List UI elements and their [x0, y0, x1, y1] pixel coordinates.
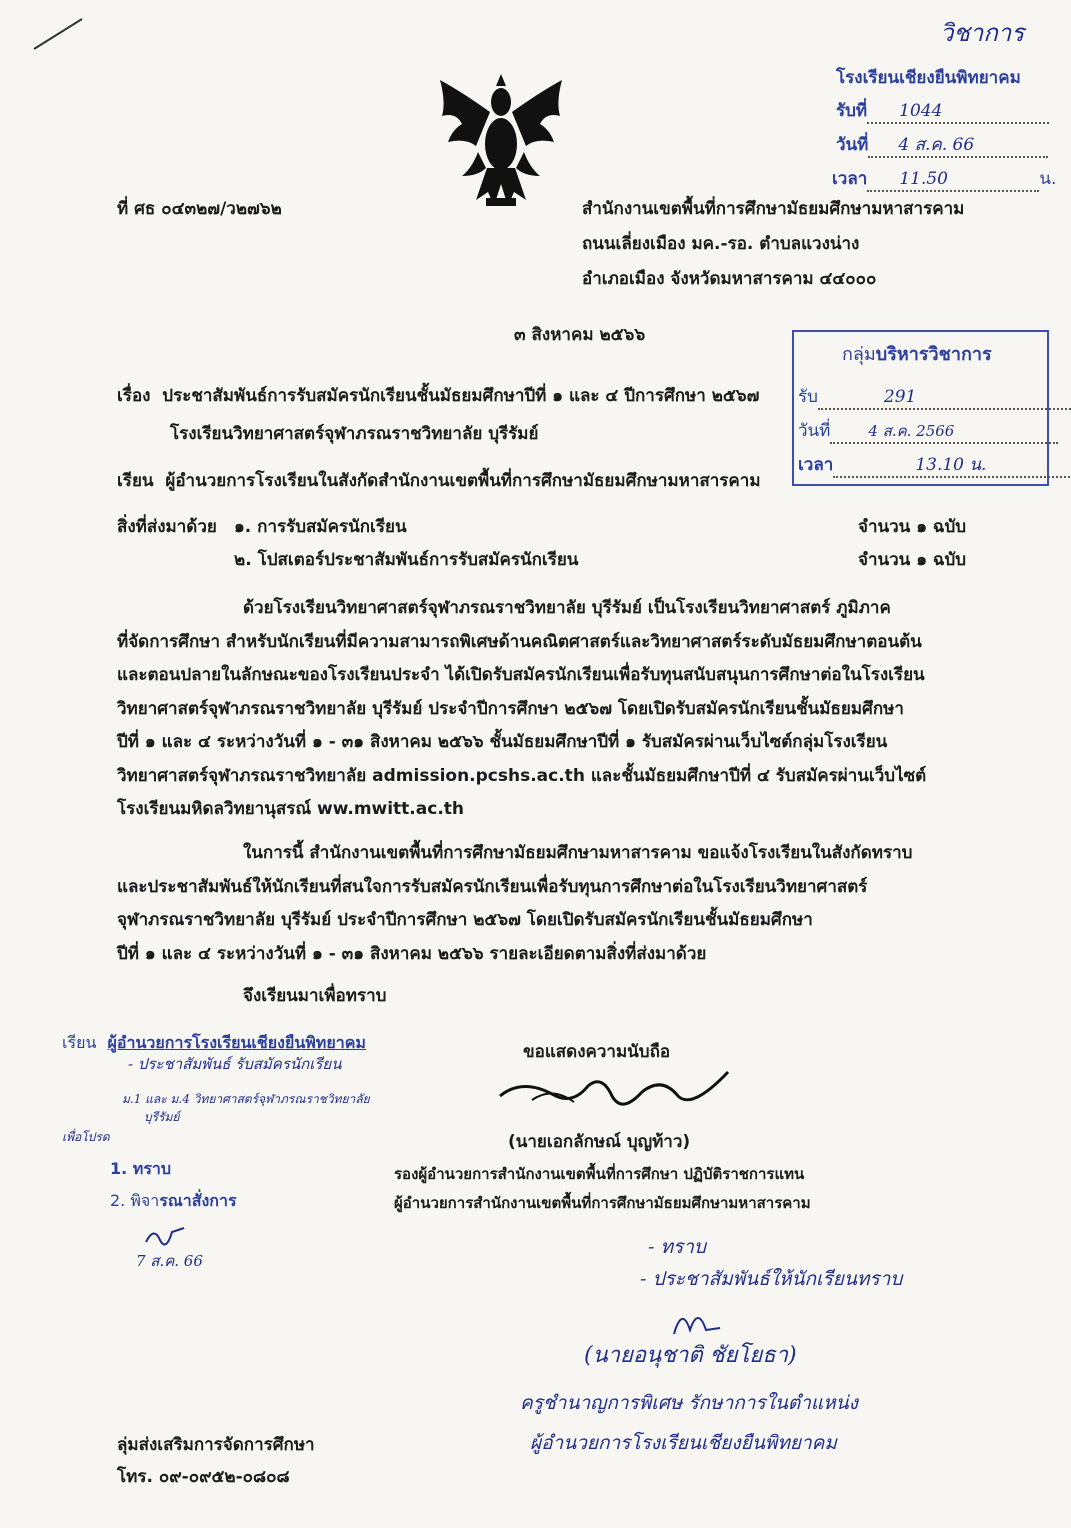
receipt-time-label: เวลา: [832, 169, 868, 189]
left-note-line-1: - ประชาสัมพันธ์ รับสมัครนักเรียน: [128, 1055, 342, 1073]
subject-line-2: โรงเรียนวิทยาศาสตร์จุฬาภรณราชวิทยาลัย บุรีรัมย์: [170, 424, 539, 444]
body-paragraph-2: [117, 837, 987, 971]
subject-label: เรื่อง: [117, 386, 151, 406]
enclosure-qty-2: จำนวน ๑ ฉบับ: [858, 550, 967, 570]
body-p2-line: จุฬาภรณราชวิทยาลัย บุรีรัมย์ ประจำปีการศึกษา ๒๕๖๗ โดยเปิดรับสมัครนักเรียนชั้นมัธยมศึกษา: [117, 910, 813, 930]
receipt-school-name: โรงเรียนเชียงยืนพิทยาคม: [836, 68, 1021, 88]
enclosure-item-1: ๑. การรับสมัครนักเรียน: [234, 517, 407, 537]
right-note-line-1: - ทราบ: [648, 1236, 706, 1258]
receipt-date: 4 ส.ค. 66: [868, 134, 1048, 158]
department-stamp-time: 13.10 น.: [833, 454, 1071, 478]
body-paragraph-1: [117, 592, 987, 827]
receipt-time-unit: น.: [1039, 169, 1057, 189]
left-note-item-1: 1. ทราบ: [110, 1159, 172, 1178]
department-stamp-title: กลุ่มบริหารวิชาการ: [842, 344, 992, 365]
enclosure-item-2: ๒. โปสเตอร์ประชาสัมพันธ์การรับสมัครนักเรียน: [234, 550, 579, 570]
garuda-emblem: [432, 72, 570, 212]
body-p1-line: ที่จัดการศึกษา สำหรับนักเรียนที่มีความสามารถพิเศษด้านคณิตศาสตร์และวิทยาศาสตร์ระดับมัธยมศึกษาตอนต้น: [117, 631, 922, 652]
signatory-title-1: รองผู้อำนวยการสำนักงานเขตพื้นที่การศึกษา ปฏิบัติราชการแทน: [394, 1165, 805, 1183]
body-p1-line: และตอนปลายในลักษณะของโรงเรียนประจำ ได้เปิดรับสมัครนักเรียนเพื่อรับทุนสนับสนุนการศึกษาต่อในโรงเรียน: [117, 665, 925, 685]
right-note-line-4: ผู้อำนวยการโรงเรียนเชียงยืนพิทยาคม: [530, 1432, 837, 1454]
body-p2-line: ปีที่ ๑ และ ๔ ระหว่างวันที่ ๑ - ๓๑ สิงหาคม ๒๕๖๖ รายละเอียดตามสิ่งที่ส่งมาด้วย: [117, 943, 707, 964]
left-note-line-2: ม.1 และ ม.4 วิทยาศาสตร์จุฬาภรณราชวิทยาลัย: [122, 1092, 370, 1106]
salutation-text: ผู้อำนวยการโรงเรียนในสังกัดสำนักงานเขตพื้นที่การศึกษามัธยมศึกษามหาสารคาม: [165, 471, 761, 491]
body-p1-line: โรงเรียนมหิดลวิทยานุสรณ์ ww.mwitt.ac.th: [117, 799, 465, 819]
department-stamp-time-row: เวลา 13.10 น.: [798, 454, 1071, 478]
signature-scribble: [492, 1066, 732, 1126]
left-note-line-4: เพื่อโปรด: [62, 1130, 110, 1144]
left-note-to-label: เรียน: [62, 1033, 97, 1052]
footer-phone: โทร. ๐๙-๐๙๕๒-๐๘๐๘: [117, 1467, 290, 1487]
closing-text: จึงเรียนมาเพื่อทราบ: [243, 986, 387, 1006]
right-note-signature: [668, 1300, 728, 1340]
department-stamp-no-row: รับ 291: [798, 386, 1071, 410]
salutation: [117, 470, 761, 492]
enclosure-qty-1: จำนวน ๑ ฉบับ: [858, 517, 967, 537]
department-stamp: [792, 330, 1049, 486]
department-stamp-date-row: วันที่ 4 ส.ค. 2566: [798, 420, 1058, 444]
receipt-handwritten-dept: วิชาการ: [940, 19, 1025, 47]
office-line-3: อำเภอเมือง จังหวัดมหาสารคาม ๔๔๐๐๐: [582, 269, 877, 289]
right-note-name: (นายอนุชาติ ชัยโยธา): [584, 1343, 797, 1368]
department-stamp-no: 291: [818, 386, 1071, 410]
pen-mark: [30, 15, 90, 55]
receipt-time-row: [832, 168, 1056, 192]
body-p1-line: ปีที่ ๑ และ ๔ ระหว่างวันที่ ๑ - ๓๑ สิงหาคม ๒๕๖๖ ชั้นมัธยมศึกษาปีที่ ๑ รับสมัครผ่านเว็บไซต์กลุ่มโรงเรียน: [117, 732, 888, 752]
subject-text: ประชาสัมพันธ์การรับสมัครนักเรียนชั้นมัธยมศึกษาปีที่ ๑ และ ๔ ปีการศึกษา ๒๕๖๗: [162, 386, 760, 406]
office-line-2: ถนนเลี่ยงเมือง มค.-รอ. ตำบลแวงน่าง: [582, 234, 860, 254]
left-note-to-text: ผู้อำนวยการโรงเรียนเชียงยืนพิทยาคม: [107, 1033, 366, 1052]
receipt-number-row: [836, 100, 1049, 124]
receipt-time: 11.50: [867, 168, 1039, 192]
signatory-title-2: ผู้อำนวยการสำนักงานเขตพื้นที่การศึกษามัธยมศึกษามหาสารคาม: [394, 1194, 811, 1212]
department-stamp-date: 4 ส.ค. 2566: [830, 420, 1058, 444]
footer-department: ลุ่มส่งเสริมการจัดการศึกษา: [117, 1435, 315, 1455]
office-line-1: สำนักงานเขตพื้นที่การศึกษามัธยมศึกษามหาสารคาม: [582, 199, 965, 219]
body-p2-line: ในการนี้ สำนักงานเขตพื้นที่การศึกษามัธยมศึกษามหาสารคาม ขอแจ้งโรงเรียนในสังกัดทราบ: [243, 843, 913, 863]
receipt-number-label: รับที่: [836, 101, 868, 121]
left-note-date: 7 ส.ค. 66: [136, 1252, 203, 1270]
subject-line-1: [117, 385, 759, 407]
body-p1-line: ด้วยโรงเรียนวิทยาศาสตร์จุฬาภรณราชวิทยาลัย บุรีรัมย์ เป็นโรงเรียนวิทยาศาสตร์ ภูมิภาค: [243, 598, 891, 618]
body-p2-line: และประชาสัมพันธ์ให้นักเรียนที่สนใจการรับสมัครนักเรียนเพื่อรับทุนการศึกษาต่อในโรงเรียนวิทยาศาสตร์: [117, 876, 868, 897]
receipt-number: 1044: [867, 100, 1049, 124]
body-p1-line: วิทยาศาสตร์จุฬาภรณราชวิทยาลัย admission.pcshs.ac.th และชั้นมัธยมศึกษาปีที่ ๔ รับสมัครผ่านเว็บไซต์: [117, 765, 927, 786]
document-date: ๓ สิงหาคม ๒๕๖๖: [514, 325, 646, 345]
enclosures-label: สิ่งที่ส่งมาด้วย: [117, 517, 217, 537]
signatory-name: (นายเอกลักษณ์ บุญท้าว): [508, 1132, 691, 1152]
receipt-date-row: [836, 134, 1048, 158]
left-note-to: [62, 1032, 366, 1054]
right-note-line-2: - ประชาสัมพันธ์ให้นักเรียนทราบ: [640, 1268, 903, 1290]
regards-text: ขอแสดงความนับถือ: [523, 1042, 671, 1062]
receipt-date-label: วันที่: [836, 135, 869, 155]
body-p1-line: วิทยาศาสตร์จุฬาภรณราชวิทยาลัย บุรีรัมย์ ประจำปีการศึกษา ๒๕๖๗ โดยเปิดรับสมัครนักเรียนชั้นมัธยมศึกษา: [117, 698, 904, 719]
left-note-initials: [140, 1222, 190, 1252]
left-note-item-2: 2. พิจารณาสั่งการ: [110, 1191, 237, 1210]
left-note-line-3: บุรีรัมย์: [144, 1110, 180, 1124]
salutation-label: เรียน: [117, 471, 154, 491]
document-number: ที่ ศธ ๐๔๓๒๗/ว๒๗๖๒: [117, 199, 282, 219]
right-note-line-3: ครูชำนาญการพิเศษ รักษาการในตำแหน่ง: [520, 1392, 858, 1414]
